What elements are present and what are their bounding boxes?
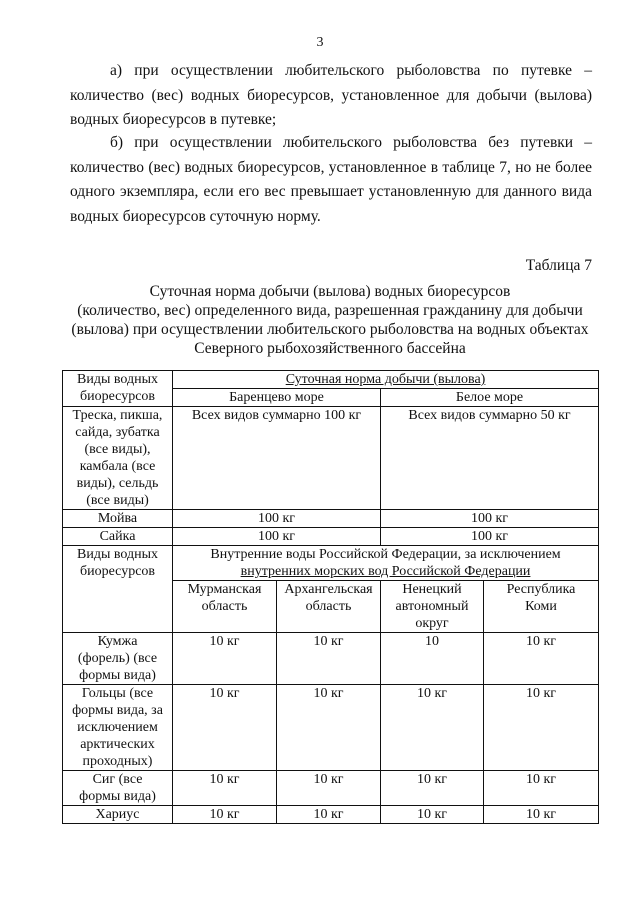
- species-header-line: биоресурсов: [79, 564, 156, 579]
- region-line: округ: [415, 616, 449, 631]
- sea-header-white: Белое море: [381, 389, 599, 407]
- table-title: [60, 282, 600, 358]
- species-line: сайда, зубатка: [75, 425, 160, 440]
- table-row: [63, 806, 599, 824]
- species-cell: Хариус: [63, 806, 173, 824]
- species-cell: [63, 685, 173, 771]
- region-line: область: [305, 599, 352, 614]
- species-cell: [63, 407, 173, 510]
- paragraph-a: [70, 59, 592, 133]
- region-line: Коми: [525, 599, 557, 614]
- species-cell: [63, 771, 173, 806]
- species-line: проходных): [82, 754, 153, 769]
- species-header-line: Виды водных: [77, 372, 158, 387]
- norm-header-cell: [173, 371, 599, 389]
- table-title-line: (количество, вес) определенного вида, разрешенная гражданину для добычи: [77, 302, 583, 319]
- sea-header-barents: Баренцево море: [173, 389, 381, 407]
- species-line: (все виды): [86, 493, 149, 508]
- region-header-komi: [484, 581, 599, 633]
- value-cell: 10 кг: [381, 806, 484, 824]
- value-cell: 10 кг: [173, 633, 277, 685]
- table-row: [63, 510, 599, 528]
- value-cell: 10 кг: [484, 685, 599, 771]
- table-header-row: [63, 371, 599, 389]
- species-header-cell: [63, 546, 173, 633]
- value-cell: 10: [381, 633, 484, 685]
- species-line: арктических: [80, 737, 155, 752]
- value-cell: 10 кг: [173, 806, 277, 824]
- species-cell: Сайка: [63, 528, 173, 546]
- table-row: [63, 685, 599, 771]
- paragraph-line: количество (вес) водных биоресурсов, установленное для добычи (вылова): [70, 86, 592, 104]
- region-line: Архангельская: [284, 582, 373, 597]
- page-number: 3: [316, 35, 324, 50]
- species-line: формы вида): [79, 668, 156, 683]
- table-title-line: (вылова) при осуществлении любительского рыболовства на водных объектах: [71, 321, 589, 338]
- species-header-line: Виды водных: [77, 547, 158, 562]
- value-cell: 10 кг: [277, 633, 381, 685]
- value-cell: 10 кг: [277, 806, 381, 824]
- paragraph-line: водных биоресурсов в путевке;: [70, 111, 277, 128]
- table-label: Таблица 7: [525, 257, 592, 274]
- paragraph-line: количество (вес) водных биоресурсов, установленное в таблице 7, но не более: [70, 158, 592, 176]
- species-line: формы вида): [79, 789, 156, 804]
- barents-value-cell: 100 кг: [173, 528, 381, 546]
- species-line: виды), сельдь: [76, 476, 159, 491]
- species-header-cell: [63, 371, 173, 407]
- region-header-murmansk: [173, 581, 277, 633]
- region-header-nenets: [381, 581, 484, 633]
- species-line: Гольцы (все: [81, 686, 154, 701]
- table-row: [63, 528, 599, 546]
- paragraph-b: [70, 131, 592, 229]
- region-line: Мурманская: [187, 582, 262, 597]
- species-line: (все виды),: [84, 442, 151, 457]
- region-line: область: [201, 599, 248, 614]
- white-value-cell: Всех видов суммарно 50 кг: [381, 407, 599, 510]
- value-cell: 10 кг: [277, 771, 381, 806]
- inland-waters-line: внутренних морских вод Российской Федерации: [240, 564, 531, 579]
- white-value-cell: 100 кг: [381, 510, 599, 528]
- inland-waters-header-cell: [173, 546, 599, 581]
- white-value-cell: 100 кг: [381, 528, 599, 546]
- region-line: Республика: [506, 582, 576, 597]
- inland-waters-line: Внутренние воды Российской Федерации, за исключением: [210, 547, 561, 562]
- species-line: Сиг (все: [92, 772, 143, 787]
- table-row: [63, 407, 599, 510]
- paragraph-line: б) при осуществлении любительского рыболовства без путевки –: [110, 134, 592, 151]
- inland-header-row: [63, 546, 599, 581]
- barents-value-cell: 100 кг: [173, 510, 381, 528]
- table-row: [63, 771, 599, 806]
- species-line: камбала (все: [79, 459, 156, 474]
- value-cell: 10 кг: [173, 771, 277, 806]
- value-cell: 10 кг: [173, 685, 277, 771]
- value-cell: 10 кг: [484, 771, 599, 806]
- value-cell: 10 кг: [381, 685, 484, 771]
- species-line: формы вида, за: [72, 703, 163, 718]
- paragraph-line: одного экземпляра, если его вес превышает установленную для данного вида: [70, 183, 592, 200]
- table-row: [63, 633, 599, 685]
- species-line: исключением: [77, 720, 158, 735]
- paragraph-line: а) при осуществлении любительского рыболовства по путевке –: [110, 62, 592, 79]
- value-cell: 10 кг: [484, 806, 599, 824]
- region-line: автономный: [395, 599, 469, 614]
- norms-table: [62, 370, 599, 824]
- value-cell: 10 кг: [277, 685, 381, 771]
- barents-value-cell: Всех видов суммарно 100 кг: [173, 407, 381, 510]
- value-cell: 10 кг: [381, 771, 484, 806]
- region-header-arkhangelsk: [277, 581, 381, 633]
- species-header-line: биоресурсов: [79, 389, 156, 404]
- species-cell: [63, 633, 173, 685]
- species-cell: Мойва: [63, 510, 173, 528]
- table-title-line: Северного рыбохозяйственного бассейна: [194, 340, 466, 357]
- species-line: Треска, пикша,: [72, 408, 163, 423]
- species-line: (форель) (все: [77, 651, 158, 666]
- norm-header-label: Суточная норма добычи (вылова): [285, 372, 486, 387]
- table-title-line: Суточная норма добычи (вылова) водных биоресурсов: [149, 283, 511, 300]
- species-line: Кумжа: [97, 634, 138, 649]
- region-line: Ненецкий: [402, 582, 462, 597]
- paragraph-line: водных биоресурсов суточную норму.: [70, 207, 321, 225]
- value-cell: 10 кг: [484, 633, 599, 685]
